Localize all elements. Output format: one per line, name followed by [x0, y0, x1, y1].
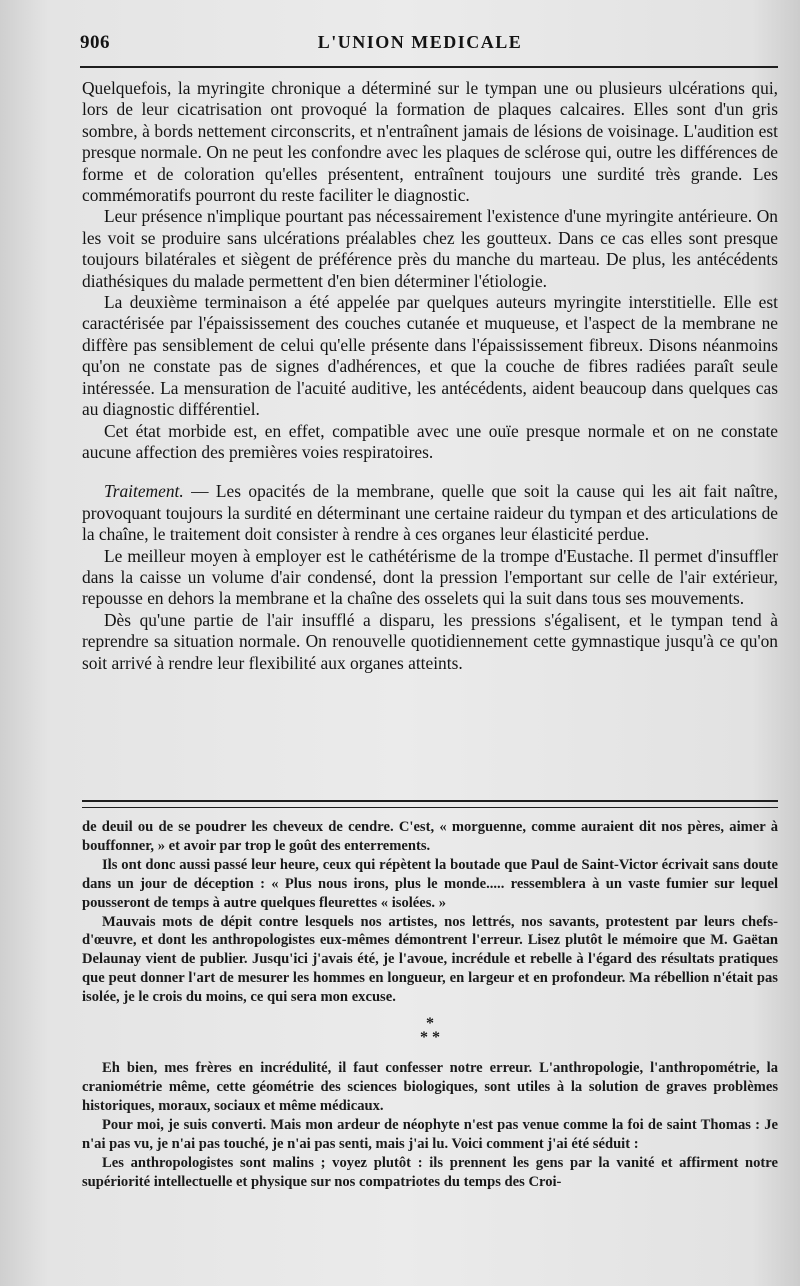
asterism-bottom: * *: [420, 1029, 440, 1047]
traitement-paragraph: [82, 481, 778, 545]
traitement-heading: Traitement.: [104, 481, 184, 502]
feuilleton-paragraph: Les anthropologistes sont malins ; voyez plutôt : ils prennent les gens par la vanité et affirment notre supériorité intellectuelle et physique sur nos compatriotes du temps des Croi-: [82, 1154, 778, 1190]
feuilleton-paragraph: de deuil ou de se poudrer les cheveux de cendre. C'est, « morguenne, comme auraient dit nos pères, aimer à bouffonner, » et avoir par trop le goût des enterrements.: [82, 819, 778, 854]
paragraph: Cet état morbide est, en effet, compatible avec une ouïe presque normale et on ne constate aucune affection des premières voies respiratoires.: [82, 420, 778, 462]
traitement-text: — Les opacités de la membrane, quelle que soit la cause qui les ait fait naître, provoquant toujours la surdité en déterminant une certaine raideur du tympan et des articulations de la chaîne, le traitement doit consister à rendre à ces organes leur élasticité perdue.: [82, 481, 778, 545]
page-header: [80, 30, 760, 58]
paragraph: La deuxième terminaison a été appelée par quelques auteurs myringite interstitielle. Elle est caractérisée par l'épaississement des couches cutanée et muqueuse, et l'aspect de la membrane ne diffère pas sensiblement de celui qu'elle présente dans l'épaississement fibreux. Disons néanmoins qu'on ne constate pas de signes d'adhérences, et que la couche de fibres radiées paraît seule intéressée. La mensuration de l'acuité auditive, les antécédents, aident beaucoup dans quelques cas au diagnostic différentiel.: [82, 292, 778, 420]
feuilleton-section: [82, 818, 778, 1191]
feuilleton-paragraph: Mauvais mots de dépit contre lesquels nos artistes, nos lettrés, nos savants, protestent par leurs chefs-d'œuvre, et dont les anthropologistes eux-mêmes démontrent l'erreur. Lisez plutôt le mémoire que M. Gaëtan Delaunay vient de publier. Jusqu'ici j'avais été, je l'avoue, incrédule et rebelle à l'égard des résultats pratiques que peut donner l'art de mesurer les hommes en longueur, en largeur et en profondeur. Ma rébellion n'était pas isolée, je le crois du moins, ce qui sera mon excuse.: [82, 913, 778, 1006]
paragraph: Dès qu'une partie de l'air insufflé a disparu, les pressions s'égalisent, et le tympan tend à reprendre sa situation normale. On renouvelle quotidiennement cette gymnastique jusqu'à ce qu'on soit arrivé à rendre leur flexibilité aux organes atteints.: [82, 609, 778, 673]
asterism-top: *: [426, 1015, 434, 1033]
paragraph: Leur présence n'implique pourtant pas nécessairement l'existence d'une myringite antérieure. On les voit se produire sans ulcérations préalables chez les goutteux. Dans ce cas elles sont presque toujours bilatérales et siègent de préférence près du manche du marteau. De plus, les antécédents diathésiques du malade permettent d'en bien déterminer l'étiologie.: [82, 206, 778, 291]
feuilleton-paragraph: Ils ont donc aussi passé leur heure, ceux qui répètent la boutade que Paul de Saint-Victor écrivait sans doute dans un jour de déception : « Plus nous irons, plus le monde..... ressemblera à un vaste fumier sur lequel pousseront de temps à autre quelques fleurettes « isolées. »: [82, 856, 778, 911]
paragraph: Le meilleur moyen à employer est le cathétérisme de la trompe d'Eustache. Il permet d'insuffler dans la caisse un volume d'air condensé, dont la pression l'emportant sur celle de l'air extérieur, repousse en dehors la membrane et la chaîne des osselets qui la suit dans tous ses mouvements.: [82, 545, 778, 609]
running-title: L'UNION MEDICALE: [317, 32, 523, 52]
paragraph: Quelquefois, la myringite chronique a déterminé sur le tympan une ou plusieurs ulcérations qui, lors de leur cicatrisation ont provoqué la formation de plaques calcaires. Elles sont d'un gris sombre, à bords nettement circonscrits, et n'entraînent jamais de lésions de voisinage. L'audition est presque normale. On ne peut les confondre avec les plaques de sclérose qui, outre les différences de forme et de coloration qu'elles présentent, entraînent toujours une surdité très grande. Les commémoratifs pourront du reste faciliter le diagnostic.: [82, 78, 778, 206]
page-number: 906: [80, 32, 110, 53]
section-asterism: [82, 1017, 778, 1045]
feuilleton-paragraph: Pour moi, je suis converti. Mais mon ardeur de néophyte n'est pas venue comme la foi de saint Thomas : Je n'ai pas vu, je n'ai pas touché, je n'ai pas senti, mais j'ai lu. Voici comment j'ai été séduit :: [82, 1116, 778, 1152]
feuilleton-paragraph: Eh bien, mes frères en incrédulité, il faut confesser notre erreur. L'anthropologie, l'anthropométrie, la craniométrie même, cette géométrie des sciences biologiques, sont utiles à la solution de graves problèmes historiques, moraux, sociaux et même médicaux.: [82, 1060, 778, 1114]
feuilleton-separator: [82, 800, 778, 808]
header-rule: [80, 66, 778, 68]
main-article: [82, 78, 778, 674]
